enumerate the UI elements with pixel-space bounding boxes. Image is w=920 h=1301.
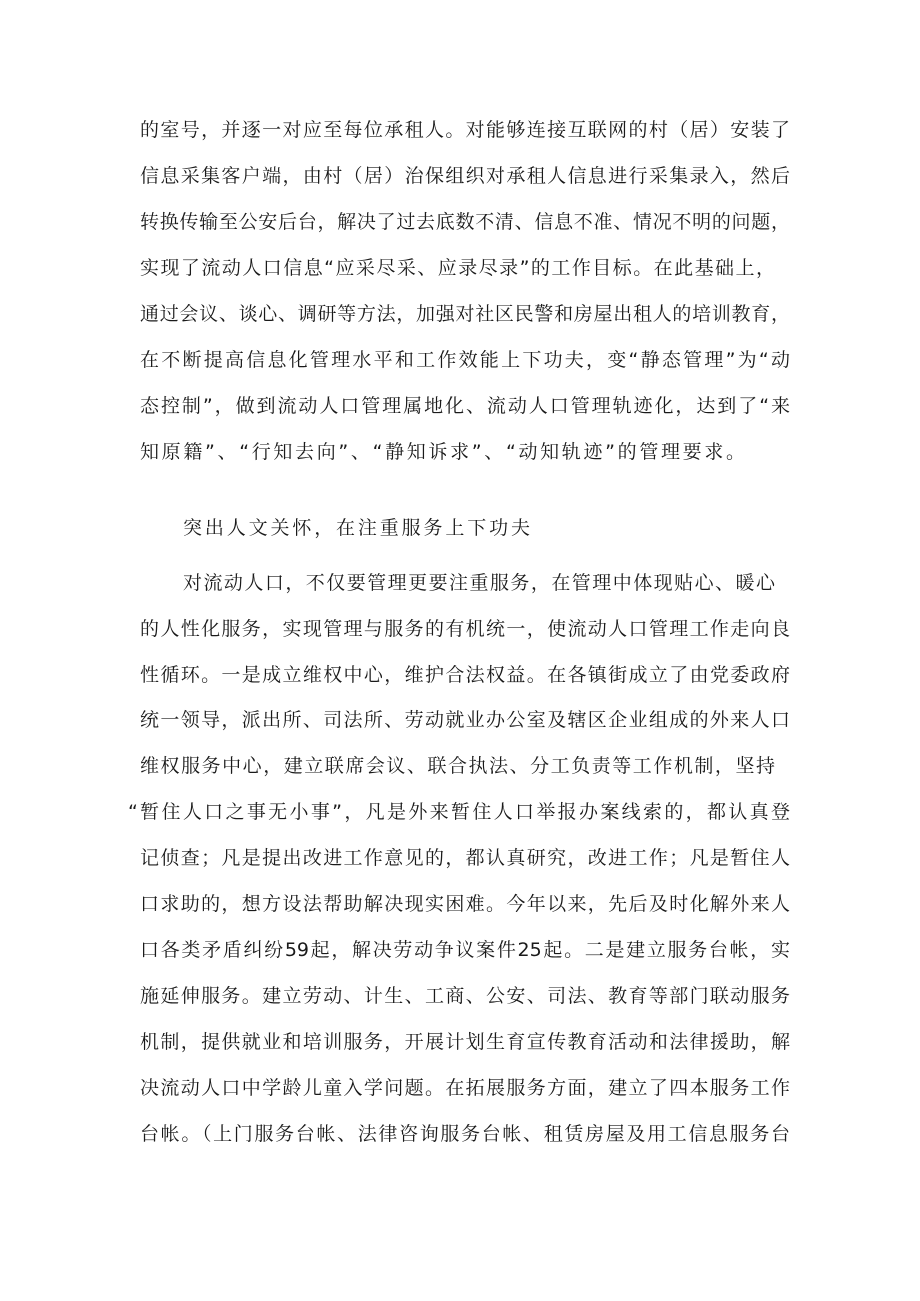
paragraph-line: 口求助的，想方设法帮助解决现实困难。今年以来，先后及时化解外来人 [140, 893, 790, 915]
paragraph-line: 转换传输至公安后台，解决了过去底数不清、信息不准、情况不明的问题， [140, 211, 790, 233]
paragraph-line: 的室号，并逐一对应至每位承租人。对能够连接互联网的村（居）安装了 [140, 119, 790, 141]
paragraph-line: 实现了流动人口信息“应采尽采、应录尽录”的工作目标。在此基础上， [140, 257, 775, 279]
paragraph-line: “暂住人口之事无小事”，凡是外来暂住人口举报办案线索的，都认真登 [128, 801, 790, 823]
paragraph-line: 对流动人口，不仅要管理更要注重服务，在管理中体现贴心、暖心 [183, 572, 775, 594]
paragraph-line: 决流动人口中学龄儿童入学问题。在拓展服务方面，建立了四本服务工作 [140, 1077, 790, 1099]
paragraph-line: 统一领导，派出所、司法所、劳动就业办公室及辖区企业组成的外来人口 [140, 709, 790, 731]
paragraph-line: 口各类矛盾纠纷59起，解决劳动争议案件25起。二是建立服务台帐，实 [140, 939, 790, 961]
paragraph-line: 的人性化服务，实现管理与服务的有机统一，使流动人口管理工作走向良 [140, 618, 790, 640]
paragraph-line: 台帐。（上门服务台帐、法律咨询服务台帐、租赁房屋及用工信息服务台 [140, 1123, 790, 1145]
section-heading: 突出人文关怀，在注重服务上下功夫 [183, 517, 530, 539]
paragraph-line: 记侦查；凡是提出改进工作意见的，都认真研究，改进工作；凡是暂住人 [140, 847, 790, 869]
paragraph-line: 性循环。一是成立维权中心，维护合法权益。在各镇街成立了由党委政府 [140, 664, 790, 686]
paragraph-line: 信息采集客户端，由村（居）治保组织对承租人信息进行采集录入，然后 [140, 165, 790, 187]
paragraph-line: 维权服务中心，建立联席会议、联合执法、分工负责等工作机制，坚持 [140, 755, 775, 777]
paragraph-line: 机制，提供就业和培训服务，开展计划生育宣传教育活动和法律援助，解 [140, 1031, 790, 1053]
paragraph-line: 在不断提高信息化管理水平和工作效能上下功夫，变“静态管理”为“动 [140, 349, 790, 371]
paragraph-line: 施延伸服务。建立劳动、计生、工商、公安、司法、教育等部门联动服务 [140, 985, 790, 1007]
paragraph-line: 态控制”，做到流动人口管理属地化、流动人口管理轨迹化，达到了“来 [140, 395, 790, 417]
paragraph-line: 通过会议、谈心、调研等方法，加强对社区民警和房屋出租人的培训教育， [140, 303, 790, 325]
paragraph-line: 知原籍”、“行知去向”、“静知诉求”、“动知轨迹”的管理要求。 [140, 441, 745, 463]
